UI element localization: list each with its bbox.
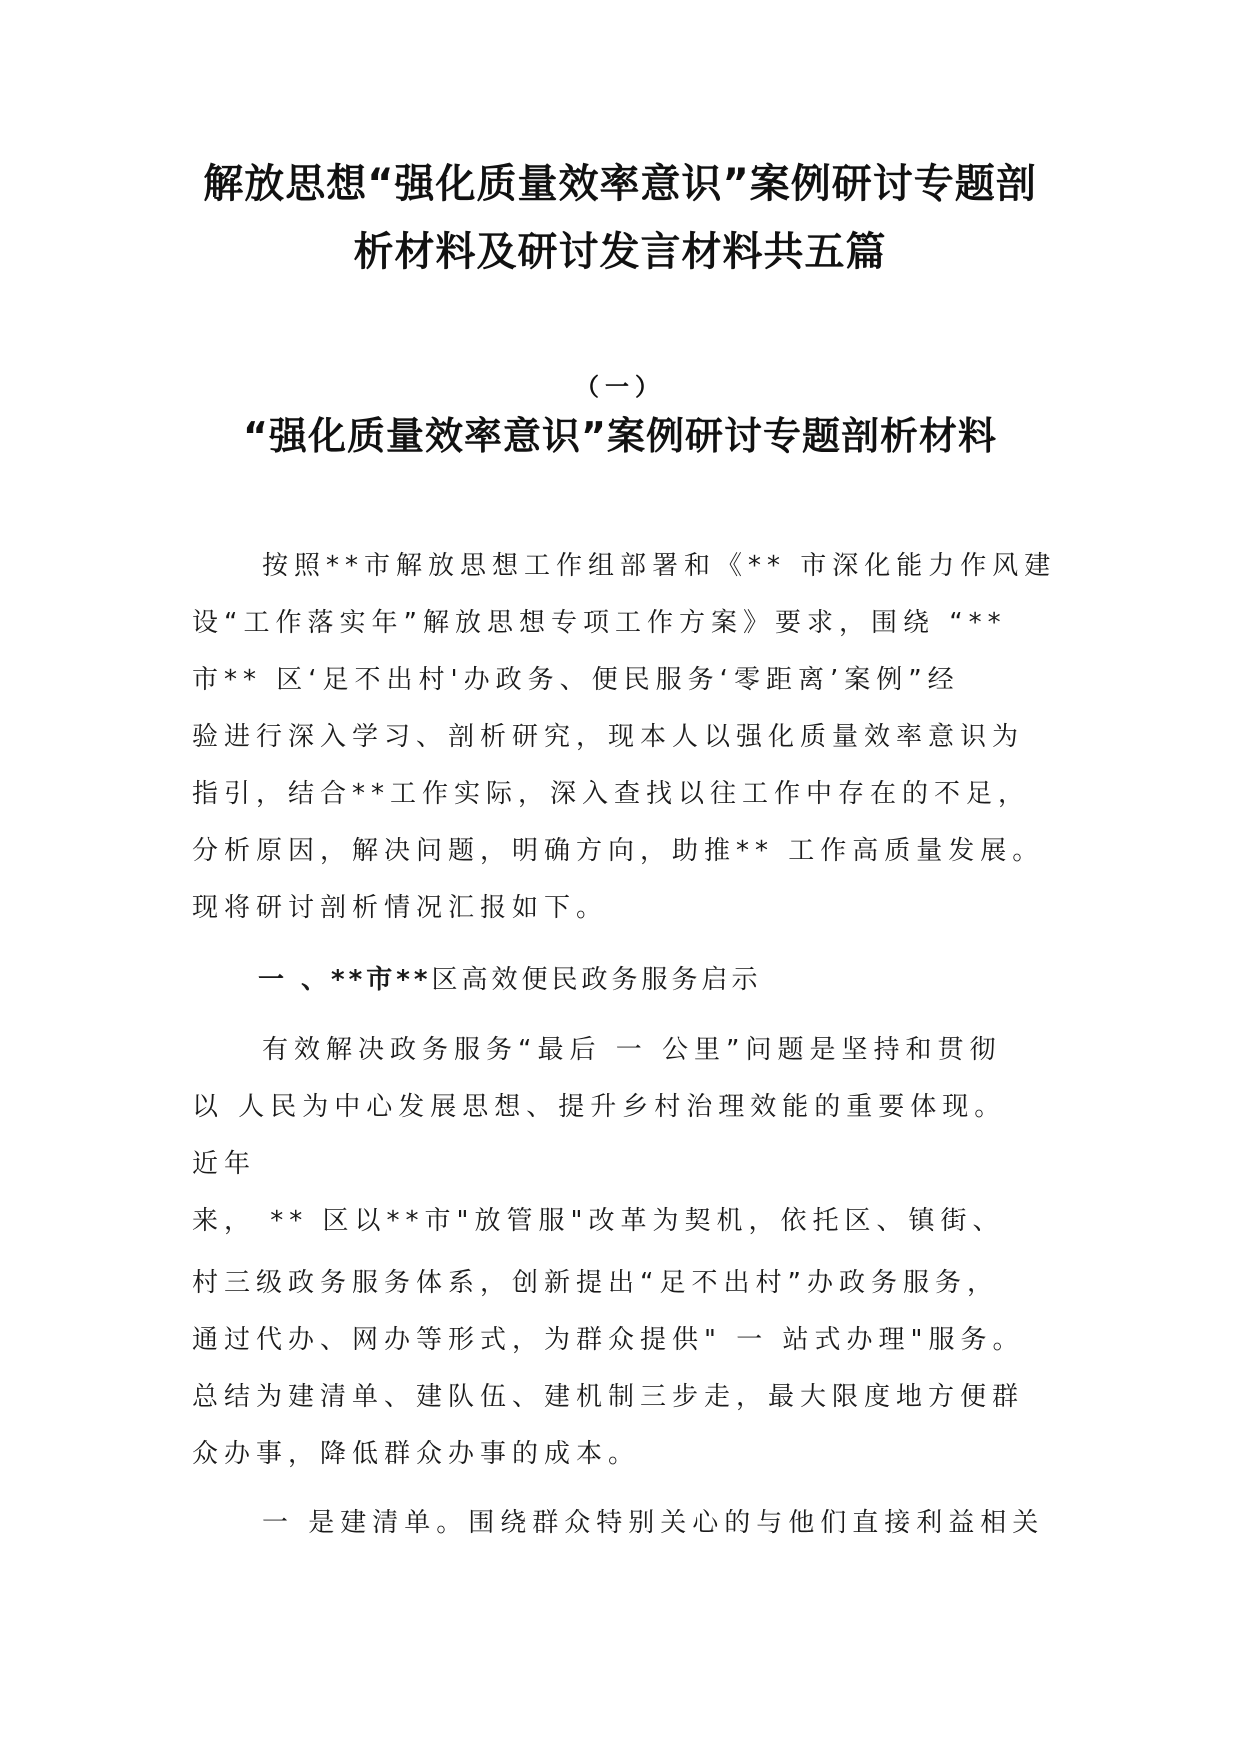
intro-line-1: 按照**市解放思想工作组部署和《** 市深化能力作风建 bbox=[262, 551, 1057, 581]
para2-line-7: 总结为建清单、建队伍、建机制三步走，最大限度地方便群 bbox=[192, 1382, 1025, 1412]
intro-line-4: 验进行深入学习、剖析研究，现本人以强化质量效率意识为 bbox=[192, 722, 1025, 752]
intro-line-2: 设“工作落实年”解放思想专项工作方案》要求，围绕 “** bbox=[192, 608, 1007, 638]
section-1-heading-text: 区高效便民政务服务启示 bbox=[431, 965, 762, 995]
document-title-line-2: 析材料及研讨发言材料共五篇 bbox=[353, 229, 887, 275]
para2-line-6: 通过代办、网办等形式，为群众提供" 一 站式办理"服务。 bbox=[192, 1325, 1025, 1355]
intro-line-3: 市** 区‘足不出村'办政务、便民服务‘零距离’案例”经 bbox=[192, 665, 960, 695]
part-title: “强化质量效率意识”案例研讨专题剖析材料 bbox=[243, 414, 997, 458]
para3-line-1: 一 是建清单。围绕群众特别关心的与他们直接利益相关 bbox=[262, 1508, 1045, 1538]
section-1-heading bbox=[258, 960, 761, 1000]
part-number: （一） bbox=[575, 373, 665, 401]
para2-line-5: 村三级政务服务体系，创新提出“足不出村”办政务服务， bbox=[192, 1268, 999, 1298]
intro-line-5: 指引，结合**工作实际，深入查找以往工作中存在的不足， bbox=[192, 779, 1031, 809]
section-1-heading-prefix: 一 、**市** bbox=[258, 965, 432, 995]
para2-line-3: 近年 bbox=[192, 1149, 257, 1179]
para2-line-2: 以 人民为中心发展思想、提升乡村治理效能的重要体现。 bbox=[192, 1092, 1007, 1122]
para2-line-8: 众办事，降低群众办事的成本。 bbox=[192, 1439, 641, 1469]
intro-line-7: 现将研讨剖析情况汇报如下。 bbox=[192, 893, 609, 923]
document-title-line-1: 解放思想“强化质量效率意识”案例研讨专题剖 bbox=[203, 161, 1037, 207]
intro-line-6: 分析原因，解决问题，明确方向，助推** 工作高质量发展。 bbox=[192, 836, 1045, 866]
para2-line-4: 来， ** 区以**市"放管服"改革为契机，依托区、镇街、 bbox=[192, 1206, 1005, 1236]
para2-line-1: 有效解决政务服务“最后 一 公里”问题是坚持和贯彻 bbox=[262, 1035, 1002, 1065]
